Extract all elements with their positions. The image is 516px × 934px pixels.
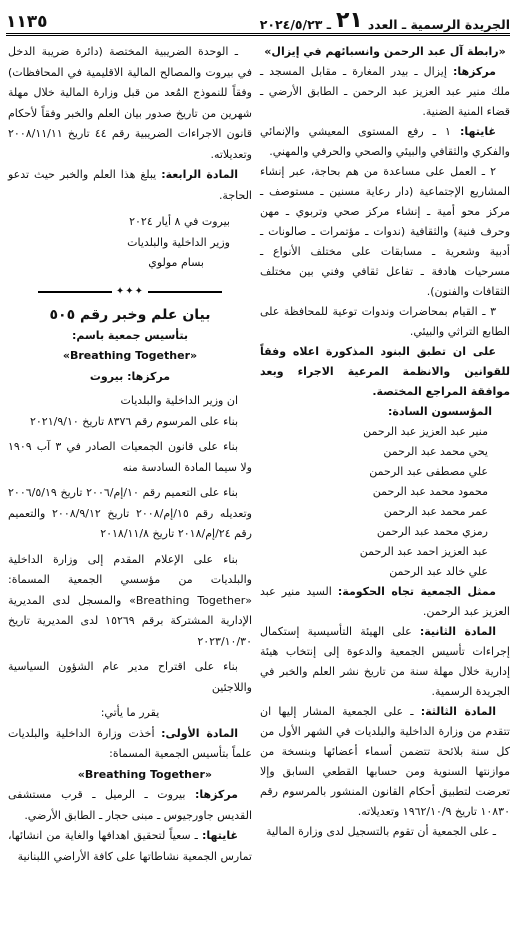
goal-item: ٢ ـ العمل على مساعدة من هم بحاجة، عبر إنشاء المشاريع الإجتماعية (دار رعاية مسنين ـ مستوصف ـ مركز محو أمية ـ إنشاء مركز صحي وتربوي ـ مهن وحرف فنية) والثقافية (ندوات ـ مؤتمرات ـ صالونات ـ أدبية وشعرية ـ مسابقات على مختلف الأنواع ـ مسرحيات هادفة ـ تفاعل ثقافي وفني بين مختلف الثقافات والفنون). <box>260 165 510 298</box>
article-2-paragraph <box>260 622 510 702</box>
gazette-label: الجريدة الرسمية ـ العدد <box>367 17 510 32</box>
right-column <box>260 42 510 842</box>
page-number: ١١٣٥ <box>6 12 48 32</box>
divider-line <box>148 291 222 293</box>
article-4-text: يبلغ هذا العلم والخبر حيث تدعو الحاجة. <box>8 168 252 202</box>
recital: بناء على قانون الجمعيات الصادر في ٣ آب ١٩٠٩ ولا سيما المادة السادسة منه <box>8 440 252 474</box>
article-4-label: المادة الرابعة: <box>161 168 238 181</box>
goals-label: غايتها: <box>459 125 496 138</box>
representative-label: ممثل الجمعية تجاه الحكومة: <box>337 585 496 598</box>
recital: بناء على اقتراح مدير عام الشؤون السياسية واللاجئين <box>8 660 252 694</box>
recital: بناء على التعميم رقم ١٠/إم/٢٠٠٦ تاريخ ٢٠٠٦/٥/١٩ وتعديله رقم ١٥/إم/٢٠٠٨ تاريخ ٢٠٠٨/٩/١٢ والتعميم رقم ٢٤/إم/٢٠١٨ تاريخ ٢٠١٨/١١/٨ <box>8 486 252 540</box>
article-4-paragraph <box>8 165 252 206</box>
article-1-association <box>8 765 252 786</box>
divider-line <box>38 291 112 293</box>
notice-headquarters <box>8 367 252 388</box>
representative-paragraph <box>260 582 510 622</box>
representative-text: السيد منير عبد العزيز عبد الرحمن. <box>260 585 510 618</box>
page-header <box>6 4 510 36</box>
headquarters-text: إيزال ـ بيدر المغارة ـ مقابل المسجد ـ ملك منير عبد العزيز عبد الرحمن ـ الطابق الأرضي ـ قضاء المنية الضنية. <box>260 65 510 118</box>
notice-association-name <box>8 346 252 367</box>
preamble-minister: ان وزير الداخلية والبلديات <box>120 394 238 407</box>
association-name: «Breathing Together» <box>62 349 198 362</box>
goals-text: ـ سعياً لتحقيق اهدافها والغاية من انشائها، تمارس الجمعية نشاطاتها على كافة الأراضي اللبنانية <box>8 829 252 863</box>
article-3-text: ـ على الجمعية المشار إليها ان تتقدم من وزارة الداخلية والبلديات في الشهر الأول من كل سنة بلائحة تتضمن أسماء أعضائها وبنسخة من موازنتها السنوية ومن حسابها القطعي السابق وإلا تعرضت لتطبيق أحكام القانون المنشور بالمرسوم رقم ١٠٨٣٠ تاريخ ١٩٦٢/١٠/٩ وتعديلاته. <box>260 705 510 818</box>
article-1-text: أخذت وزارة الداخلية والبلديات علماً بتأسيس الجمعية المسماة: <box>8 726 252 760</box>
goal-item: ١ ـ رفع المستوى المعيشي والإنمائي والفكري والثقافي والبيئي والصحي والحرفي والمهني. <box>260 125 510 158</box>
ornament-divider <box>38 286 222 298</box>
issue-date: ـ ٢٠٢٤/٥/٢٣ <box>259 17 331 32</box>
headquarters-paragraph <box>260 62 510 122</box>
tax-clause-paragraph: ـ الوحدة الضريبية المختصة (دائرة ضريبة الدخل في بيروت والمصالح المالية الاقليمية في المحافظات) وفقاً للنموذج المُعد من قبل وزارة المالية خلال مهلة شهرين من تاريخ صدور بيان العلم والخبر وفقاً لأحكام قانون الاجراءات الضريبية رقم ٤٤ تاريخ ٢٠٠٨/١١/١١ وتعديلاته. <box>8 45 253 161</box>
continuation-paragraph: ـ على الجمعية أن تقوم بالتسجيل لدى وزارة المالية <box>265 825 496 838</box>
left-column <box>8 42 252 867</box>
article-3-label: المادة الثالثة: <box>420 705 497 718</box>
signature-name: بسام مولوي <box>148 256 204 269</box>
signature-title: وزير الداخلية والبلديات <box>127 235 230 249</box>
notice-hq-label: مركزها: <box>127 369 171 383</box>
notice-subtitle: بتأسيس جمعية باسم: <box>71 328 189 342</box>
founder-name: علي مصطفى عبد الرحمن <box>369 465 488 478</box>
signature-place-date: بيروت في ٨ أيار ٢٠٢٤ <box>129 215 230 228</box>
goal-item: ٣ ـ القيام بمحاضرات وندوات توعية للمحافظة على الطابع التراثي والبيئي. <box>260 305 510 338</box>
gazette-masthead <box>260 10 510 32</box>
article-2-label: المادة الثانية: <box>419 625 496 638</box>
founder-name: علي خالد عبد الرحمن <box>389 565 488 578</box>
headquarters-text: بيروت ـ الرميل ـ قرب مستشفى القديس جاورجيوس ـ مبنى حجار ـ الطابق الأرضي. <box>8 788 252 822</box>
article-2-text: على الهيئة التأسيسية إستكمال إجراءات تأسيس الجمعية والدعوة إلى إنتخاب هيئة إدارية خلال مهلة سنة من تاريخ نشر العلم والخبر في الجريدة الرسمية. <box>260 625 510 698</box>
ornament-icon <box>116 281 144 303</box>
article-3-paragraph <box>260 702 510 822</box>
goals-label: غايتها: <box>201 829 238 842</box>
founder-name: يحي محمد عبد الرحمن <box>383 445 488 458</box>
headquarters-label: مركزها: <box>194 788 238 801</box>
goals-paragraph <box>8 826 252 867</box>
association-title: «رابطة آل عبد الرحمن وانسبائهم في إيزال» <box>264 45 506 58</box>
founder-name: عبد العزيز احمد عبد الرحمن <box>359 545 488 558</box>
founder-name: عمر محمد عبد الرحمن <box>383 505 488 518</box>
article-1-label: المادة الأولى: <box>161 726 238 740</box>
article-1-paragraph <box>8 724 252 765</box>
recital: بناء على المرسوم رقم ٨٣٧٦ تاريخ ٢٠٢١/٩/١٠ <box>29 414 238 428</box>
decides-line: يقرر ما يأتي: <box>100 706 160 719</box>
headquarters-paragraph <box>8 785 252 826</box>
recital: بناء على الإعلام المقدم إلى وزارة الداخلية والبلديات من مؤسسي الجمعية المسماة: «Breathing Together» والمسجل لدى المديرية الإدارية المشتركة برقم ١٥٢٦٩ لدى المديرية تاريخ ٢٠٢٣/١٠/٣٠ <box>8 552 252 648</box>
headquarters-label: مركزها: <box>452 65 496 78</box>
association-name: «Breathing Together» <box>77 767 212 781</box>
conditions-paragraph: على ان تطبق البنود المذكورة اعلاه وفقاً للقوانين والانظمة المرعية الاجراء وبعد موافقة المراجع المختصة. <box>260 345 510 398</box>
notice-title: بيان علم وخبر رقم ٥٠٥ <box>49 306 211 323</box>
founders-label: المؤسسون السادة: <box>387 405 492 418</box>
founder-name: محمود محمد عبد الرحمن <box>372 485 488 498</box>
founder-name: منير عبد العزيز عبد الرحمن <box>363 425 488 438</box>
founder-name: رمزي محمد عبد الرحمن <box>376 525 488 538</box>
goals-paragraph <box>260 122 510 162</box>
issue-number: ٢١ <box>335 8 363 33</box>
notice-hq-value: بيروت <box>89 369 124 383</box>
